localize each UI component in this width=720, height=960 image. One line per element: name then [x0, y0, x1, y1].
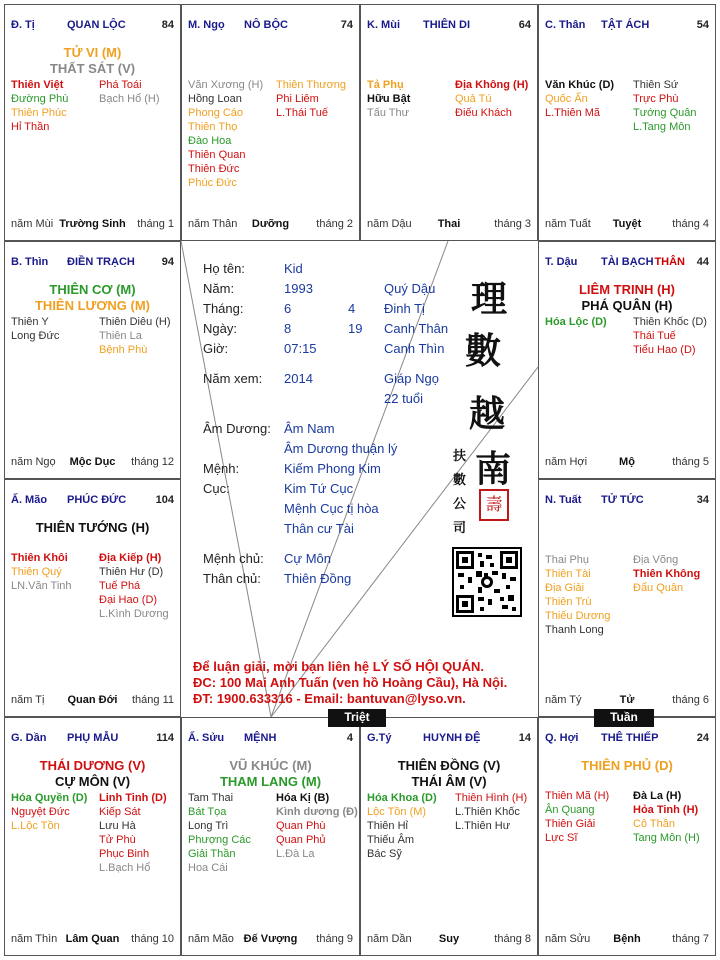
- minor-star: Thiên Sứ: [633, 79, 679, 91]
- palace-stage: Tuyệt: [612, 218, 642, 230]
- minor-stars-left: [11, 551, 72, 593]
- minor-star: Tuế Phá: [99, 580, 141, 592]
- palace-header: [11, 256, 174, 270]
- main-star: THIÊN ĐỒNG (V): [397, 758, 501, 773]
- minor-stars-right: [633, 78, 697, 134]
- triet-badge: Triệt: [328, 709, 386, 727]
- main-star: THẤT SÁT (V): [49, 61, 136, 76]
- minor-star: Hóa Quyền (D): [11, 792, 88, 804]
- value-than-chu: Thiên Đồng: [284, 571, 352, 586]
- minor-star: Hóa Lộc (D): [545, 316, 607, 328]
- minor-star: Quan Phủ: [276, 834, 326, 846]
- minor-star: Điếu Khách: [455, 107, 512, 119]
- palace-stem-branch: C. Thân: [545, 19, 586, 31]
- minor-star: Địa Võng: [633, 554, 679, 566]
- main-stars: [5, 282, 180, 314]
- palace-cell: [181, 717, 360, 956]
- palace-footer: [188, 933, 353, 947]
- palace-stage: Mộ: [619, 456, 635, 468]
- value-year-can: Quý Dậu: [384, 281, 436, 296]
- palace-stage: Bệnh: [613, 933, 641, 945]
- value-month: 6: [284, 301, 292, 316]
- palace-number: 64: [518, 19, 531, 31]
- label-menh-chu: Mệnh chủ:: [203, 551, 264, 566]
- minor-star: Thiên Đức: [188, 163, 240, 175]
- small-char-4: 司: [453, 521, 467, 536]
- minor-star: Bạch Hổ (H): [99, 93, 160, 105]
- calligraphy-char-4: 南: [475, 448, 512, 490]
- palace-stage: Thai: [437, 218, 461, 230]
- minor-star: L.Thiên Hư: [455, 820, 511, 832]
- minor-star: Địa Giải: [545, 582, 585, 594]
- palace-name: ĐIỀN TRẠCH: [67, 256, 135, 268]
- minor-star: Hoa Cái: [188, 862, 228, 874]
- label-month: Tháng:: [203, 301, 244, 316]
- main-star: THIÊN TƯỚNG (H): [35, 520, 150, 535]
- minor-star: Địa Không (H): [455, 79, 529, 91]
- minor-star: Thiên Tài: [545, 568, 591, 580]
- palace-year: năm Sửu: [545, 933, 591, 945]
- palace-month: tháng 7: [672, 933, 709, 945]
- palace-footer: [545, 694, 709, 708]
- minor-stars-right: [276, 791, 358, 861]
- minor-star: L.Thiên Mã: [545, 107, 601, 119]
- palace-stem-branch: Ấ. Mão: [11, 494, 48, 506]
- label-view-year: Năm xem:: [203, 371, 263, 386]
- palace-stage: Quan Đới: [67, 694, 118, 706]
- minor-stars-left: [545, 78, 614, 120]
- minor-star: Thiên Hình (H): [455, 792, 528, 804]
- main-star: THIÊN CƠ (M): [49, 282, 136, 297]
- minor-star: Văn Xương (H): [188, 79, 264, 91]
- qr-code-icon: [454, 549, 520, 615]
- calligraphy-char-1: 理: [471, 278, 508, 320]
- minor-star: Quả Tú: [455, 93, 492, 105]
- minor-star: Thiên Quý: [11, 566, 62, 578]
- palace-year: năm Thìn: [11, 933, 58, 945]
- minor-star: Đẩu Quân: [633, 582, 684, 594]
- palace-name: PHÚC ĐỨC: [67, 494, 127, 506]
- value-cuc3: Thân cư Tài: [284, 521, 354, 536]
- minor-star: Thiên Trù: [545, 596, 592, 608]
- palace-footer: [11, 933, 174, 947]
- minor-star: Phúc Đức: [188, 177, 237, 189]
- minor-star: Hồng Loan: [188, 93, 242, 105]
- minor-stars-right: [99, 551, 169, 621]
- than-marker: THÂN: [654, 256, 685, 268]
- minor-star: Phi Liêm: [276, 93, 319, 105]
- palace-stem-branch: T. Dậu: [545, 256, 578, 268]
- minor-stars-right: [99, 315, 171, 357]
- contact-line-3: ĐT: 1900.633316 - Email: bantuvan@lyso.vn.: [193, 691, 466, 706]
- palace-cell: [360, 717, 538, 956]
- minor-star: Hóa Khoa (D): [367, 792, 437, 804]
- palace-name: TẬT ÁCH: [601, 19, 650, 31]
- small-char-3: 公: [453, 497, 467, 512]
- minor-star: Long Trì: [188, 820, 229, 832]
- palace-year: năm Thân: [188, 218, 238, 230]
- minor-stars-left: [11, 78, 68, 134]
- palace-cell: [538, 4, 716, 241]
- value-day-lunar: 19: [348, 321, 363, 336]
- minor-star: Đại Hao (D): [99, 594, 158, 606]
- palace-month: tháng 10: [131, 933, 174, 945]
- palace-header: [11, 19, 174, 33]
- value-amduong2: Âm Dương thuận lý: [284, 441, 398, 456]
- minor-star: Tiểu Hao (D): [633, 344, 696, 356]
- minor-star: Thiếu Âm: [367, 834, 415, 846]
- label-name: Họ tên:: [203, 261, 245, 276]
- minor-stars-right: [455, 791, 527, 833]
- minor-star: Hỉ Thần: [11, 121, 50, 133]
- palace-cell: [4, 479, 181, 717]
- minor-star: Quốc Ấn: [545, 93, 588, 105]
- contact-line-2: ĐC: 100 Mai Anh Tuấn (ven hồ Hoàng Cầu), Hà Nội.: [193, 675, 508, 690]
- palace-stage: Trường Sinh: [59, 218, 126, 230]
- minor-stars-right: [99, 78, 160, 106]
- minor-star: Tam Thai: [188, 792, 234, 804]
- value-menh-chu: Cự Môn: [284, 551, 331, 566]
- minor-star: Phục Binh: [99, 848, 150, 860]
- minor-star: Lưu Hà: [99, 820, 136, 832]
- minor-star: Lộc Tồn (M): [367, 806, 427, 818]
- palace-number: 74: [340, 19, 353, 31]
- minor-star: Long Đức: [11, 330, 60, 342]
- palace-number: 114: [156, 732, 174, 744]
- minor-star: Bệnh Phù: [99, 344, 148, 356]
- palace-header: [545, 732, 709, 746]
- palace-cell: [181, 4, 360, 241]
- palace-month: tháng 4: [672, 218, 709, 230]
- palace-number: 54: [696, 19, 709, 31]
- minor-star: Kiếp Sát: [99, 806, 141, 818]
- minor-stars-left: [188, 78, 263, 190]
- palace-year: năm Hợi: [545, 456, 588, 468]
- palace-year: năm Mão: [188, 933, 234, 945]
- minor-star: Tử Phù: [99, 834, 136, 846]
- minor-star: Hữu Bật: [367, 93, 411, 105]
- main-star: THÁI ÂM (V): [411, 774, 487, 789]
- minor-stars-right: [633, 789, 700, 845]
- palace-stem-branch: G. Dần: [11, 732, 47, 744]
- main-star: THÁI DƯƠNG (V): [39, 758, 146, 773]
- palace-name: TÀI BẠCH: [601, 256, 654, 268]
- minor-stars-right: [633, 553, 700, 595]
- palace-name: TỬ TỨC: [601, 494, 644, 506]
- minor-star: Thiên Hư (D): [99, 566, 164, 578]
- value-cuc2: Mệnh Cục tị hòa: [284, 501, 379, 516]
- minor-star: Thiên Hỉ: [367, 820, 408, 832]
- palace-stem-branch: Q. Hợi: [545, 732, 579, 744]
- minor-stars-right: [99, 791, 167, 875]
- main-stars: [5, 45, 180, 77]
- palace-number: 44: [696, 256, 709, 268]
- value-month-can: Đinh Tị: [384, 301, 425, 316]
- calligraphy-char-3: 越: [469, 393, 506, 435]
- minor-star: Cô Thần: [633, 818, 675, 830]
- main-star: PHÁ QUÂN (H): [581, 298, 673, 313]
- palace-cell: [4, 717, 181, 956]
- minor-star: Đào Hoa: [188, 135, 232, 147]
- minor-star: Thiên Giải: [545, 818, 596, 830]
- value-cuc: Kim Tứ Cục: [284, 481, 354, 496]
- minor-star: Tả Phụ: [367, 79, 404, 91]
- palace-footer: [11, 456, 174, 470]
- palace-year: năm Tuất: [545, 218, 591, 230]
- minor-star: L.Lộc Tồn: [11, 820, 60, 832]
- minor-stars-left: [367, 791, 437, 861]
- palace-year: năm Tị: [11, 694, 45, 706]
- palace-stage: Dưỡng: [251, 218, 290, 230]
- chart-center: [181, 241, 538, 717]
- palace-number: 94: [161, 256, 174, 268]
- palace-name: MỆNH: [244, 732, 277, 744]
- main-stars: [5, 520, 180, 536]
- main-star: THAM LANG (M): [219, 774, 322, 789]
- minor-star: Thanh Long: [545, 624, 604, 636]
- minor-star: Thiên Khôi: [11, 552, 68, 564]
- palace-year: năm Dần: [367, 933, 412, 945]
- palace-stem-branch: N. Tuất: [545, 494, 582, 506]
- minor-star: Phá Toái: [99, 79, 142, 91]
- main-stars: [5, 758, 180, 790]
- tuan-badge: Tuần: [594, 709, 654, 727]
- palace-name: PHỤ MẪU: [67, 732, 119, 744]
- minor-star: Giải Thần: [188, 848, 236, 860]
- palace-year: năm Mùi: [11, 218, 54, 230]
- minor-star: Đà La (H): [633, 790, 682, 802]
- minor-star: Thiên La: [99, 330, 142, 342]
- minor-star: Tướng Quân: [633, 107, 697, 119]
- palace-stage: Tử: [619, 694, 635, 706]
- minor-star: L.Thái Tuế: [276, 107, 328, 119]
- palace-footer: [11, 694, 174, 708]
- small-char-2: 數: [453, 473, 467, 488]
- minor-star: Hóa Kị (B): [276, 792, 330, 804]
- palace-header: [545, 494, 709, 508]
- main-star: VŨ KHÚC (M): [229, 758, 312, 773]
- palace-number: 34: [696, 494, 709, 506]
- minor-star: Bát Tọa: [188, 806, 227, 818]
- palace-number: 4: [346, 732, 353, 744]
- palace-stage: Đế Vượng: [243, 933, 298, 945]
- palace-header: [367, 732, 531, 746]
- palace-header: [367, 19, 531, 33]
- palace-name: HUYNH ĐỆ: [423, 732, 481, 744]
- palace-stem-branch: B. Thìn: [11, 256, 49, 268]
- minor-stars-left: [11, 315, 59, 343]
- palace-month: tháng 12: [131, 456, 174, 468]
- palace-cell: [360, 4, 538, 241]
- palace-month: tháng 1: [137, 218, 174, 230]
- minor-star: Thiên Phúc: [11, 107, 67, 119]
- palace-footer: [367, 218, 531, 232]
- palace-month: tháng 9: [316, 933, 353, 945]
- value-year: 1993: [284, 281, 313, 296]
- main-star: TỬ VI (M): [63, 45, 122, 60]
- palace-header: [11, 732, 174, 746]
- minor-stars-right: [633, 315, 707, 357]
- palace-stem-branch: Đ. Tị: [11, 19, 35, 31]
- minor-star: L.Đà La: [276, 848, 315, 860]
- label-amduong: Âm Dương:: [203, 421, 271, 436]
- minor-star: Tang Môn (H): [633, 832, 700, 844]
- contact-line-1: Để luận giải, mời bạn liên hệ LÝ SỐ HỘI QUÁN.: [193, 659, 484, 674]
- minor-stars-left: [545, 553, 610, 637]
- palace-month: tháng 8: [494, 933, 531, 945]
- palace-footer: [367, 933, 531, 947]
- palace-name: QUAN LỘC: [67, 19, 126, 31]
- palace-stem-branch: G.Tý: [367, 732, 392, 744]
- value-view-can: Giáp Ngọ: [384, 371, 439, 386]
- red-seal-stamp: 壽: [479, 489, 509, 521]
- minor-star: Thiên Không: [633, 568, 701, 580]
- palace-stem-branch: Ấ. Sửu: [188, 732, 225, 744]
- value-hour: 07:15: [284, 341, 317, 356]
- palace-stage: Suy: [438, 933, 460, 945]
- label-hour: Giờ:: [203, 341, 229, 356]
- qr-code: [452, 547, 522, 617]
- palace-header: [545, 19, 709, 33]
- minor-star: LN.Văn Tinh: [11, 580, 72, 592]
- minor-star: L.Bạch Hổ: [99, 862, 151, 874]
- palace-name: THIÊN DI: [423, 19, 471, 31]
- minor-stars-left: [545, 789, 609, 845]
- palace-name: NÔ BỘC: [244, 19, 288, 31]
- minor-star: Thiên Khốc (D): [633, 316, 707, 328]
- minor-star: Phượng Các: [188, 834, 251, 846]
- small-char-1: 扶: [453, 449, 467, 464]
- main-star: LIÊM TRINH (H): [578, 282, 676, 297]
- minor-star: Quan Phù: [276, 820, 326, 832]
- minor-star: Nguyệt Đức: [11, 806, 70, 818]
- minor-star: Thái Tuế: [633, 330, 676, 342]
- value-amduong: Âm Nam: [284, 421, 335, 436]
- value-day-can: Canh Thân: [384, 321, 449, 336]
- palace-header: [188, 732, 353, 746]
- palace-year: năm Tý: [545, 694, 582, 706]
- palace-footer: [545, 218, 709, 232]
- value-hour-can: Canh Thìn: [384, 341, 445, 356]
- main-stars: [361, 758, 537, 790]
- minor-star: Trực Phù: [633, 93, 679, 105]
- palace-cell: [538, 717, 716, 956]
- main-stars: [539, 758, 715, 774]
- palace-month: tháng 3: [494, 218, 531, 230]
- minor-star: Tấu Thư: [367, 107, 410, 119]
- minor-star: Thiên Thương: [276, 79, 347, 91]
- minor-star: L.Tang Môn: [633, 121, 691, 133]
- value-day: 8: [284, 321, 292, 336]
- minor-star: Thai Phụ: [545, 554, 590, 566]
- minor-star: L.Kình Dương: [99, 608, 169, 620]
- minor-stars-right: [455, 78, 528, 120]
- main-star: CỰ MÔN (V): [54, 774, 131, 789]
- palace-footer: [545, 456, 709, 470]
- minor-star: Kình dương (Đ): [276, 806, 358, 818]
- value-age: 22 tuổi: [384, 391, 424, 406]
- minor-star: Bác Sỹ: [367, 848, 402, 860]
- minor-stars-left: [188, 791, 251, 875]
- label-than-chu: Thân chủ:: [203, 571, 261, 586]
- minor-star: Thiếu Dương: [545, 610, 611, 622]
- palace-footer: [545, 933, 709, 947]
- palace-name: THÊ THIẾP: [601, 732, 659, 744]
- minor-star: Thiên Y: [11, 316, 49, 328]
- main-star: THIÊN LƯƠNG (M): [34, 298, 151, 313]
- palace-number: 84: [161, 19, 174, 31]
- palace-footer: [188, 218, 353, 232]
- value-view-year: 2014: [284, 371, 313, 386]
- palace-number: 14: [518, 732, 531, 744]
- label-day: Ngày:: [203, 321, 237, 336]
- palace-year: năm Dậu: [367, 218, 412, 230]
- minor-star: Thiên Mã (H): [545, 790, 610, 802]
- minor-star: Thiên Quan: [188, 149, 246, 161]
- minor-stars-left: [11, 791, 87, 833]
- palace-cell: [538, 479, 716, 717]
- palace-footer: [11, 218, 174, 232]
- palace-year: năm Ngọ: [11, 456, 56, 468]
- palace-number: 24: [696, 732, 709, 744]
- palace-header: [11, 494, 174, 508]
- value-menh: Kiếm Phong Kim: [284, 461, 381, 476]
- minor-star: Thiên Diêu (H): [99, 316, 171, 328]
- minor-star: Đường Phù: [11, 93, 69, 105]
- main-stars: [539, 282, 715, 314]
- palace-month: tháng 11: [131, 694, 174, 706]
- main-stars: [182, 758, 359, 790]
- minor-star: Phong Cáo: [188, 107, 244, 119]
- calligraphy-char-2: 數: [465, 330, 502, 372]
- minor-stars-left: [545, 315, 607, 329]
- value-name: Kid: [284, 261, 303, 276]
- palace-month: tháng 2: [316, 218, 353, 230]
- minor-star: Linh Tinh (D): [99, 792, 167, 804]
- palace-stem-branch: K. Mùi: [367, 19, 400, 31]
- palace-stage: Lâm Quan: [65, 933, 120, 945]
- label-year: Năm:: [203, 281, 235, 296]
- palace-stage: Mộc Dục: [69, 456, 116, 468]
- palace-month: tháng 5: [672, 456, 709, 468]
- palace-cell: [4, 4, 181, 241]
- palace-stem-branch: M. Ngọ: [188, 19, 225, 31]
- main-star: THIÊN PHỦ (D): [581, 758, 673, 773]
- value-month-lunar: 4: [348, 301, 356, 316]
- minor-star: Địa Kiếp (H): [99, 552, 162, 564]
- palace-cell: [4, 241, 181, 479]
- palace-month: tháng 6: [672, 694, 709, 706]
- minor-star: Ân Quang: [545, 804, 595, 816]
- minor-stars-right: [276, 78, 346, 120]
- palace-number: 104: [155, 494, 174, 506]
- minor-stars-left: [367, 78, 410, 120]
- palace-header: [188, 19, 353, 33]
- palace-cell: [538, 241, 716, 479]
- minor-star: Văn Khúc (D): [545, 79, 615, 91]
- minor-star: Thiên Việt: [11, 79, 64, 91]
- palace-header: [545, 256, 709, 270]
- minor-star: Hỏa Tinh (H): [633, 804, 699, 816]
- label-menh: Mệnh:: [203, 461, 240, 476]
- minor-star: Lực Sĩ: [545, 832, 578, 844]
- label-cuc: Cục:: [203, 481, 230, 496]
- minor-star: L.Thiên Khốc: [455, 806, 520, 818]
- minor-star: Thiên Thọ: [188, 121, 238, 133]
